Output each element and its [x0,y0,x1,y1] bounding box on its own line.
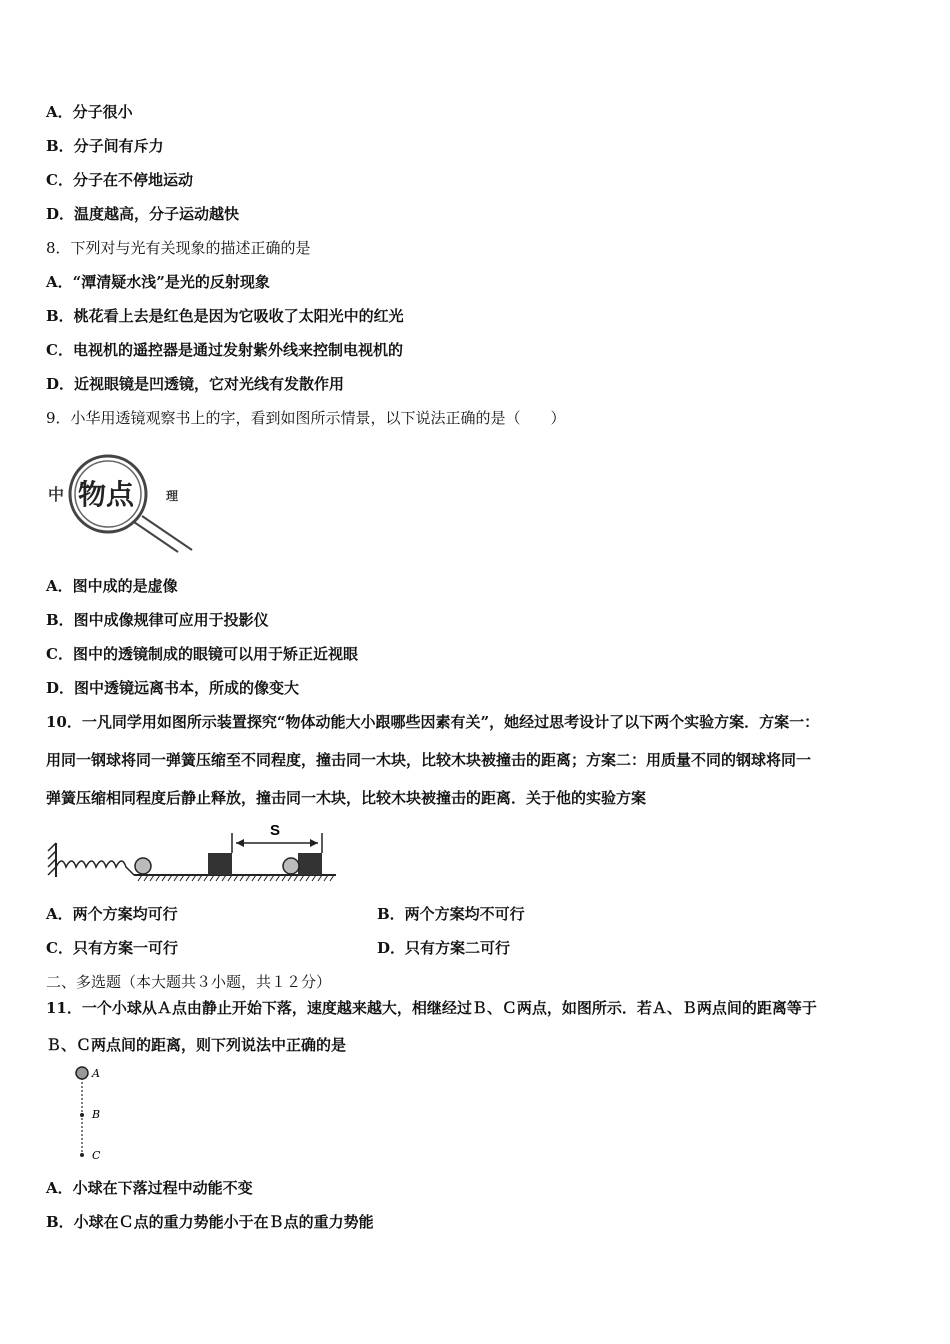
q10-option-b: B．两个方案均不可行 [377,905,525,923]
q9-option-a: A．图中成的是虚像 [46,577,178,595]
q8-option-c: C．电视机的遥控器是通过发射紫外线来控制电视机的 [46,341,403,359]
falling-ball-figure [70,1062,120,1166]
q10-option-a: A．两个方案均可行 [46,905,178,923]
q9-stem: 9．小华用透镜观察书上的字，看到如图所示情景，以下说法正确的是（ ） [46,409,566,427]
q8-stem: 8．下列对与光有关现象的描述正确的是 [46,239,311,257]
q7-option-c: C．分子在不停地运动 [46,171,193,189]
q11-option-b: B．小球在Ｃ点的重力势能小于在Ｂ点的重力势能 [46,1213,374,1231]
section-heading: 二、多选题（本大题共３小题，共１２分） [46,973,332,991]
q11-stem-line1: 11．一个小球从Ａ点由静止开始下落，速度越来越大，相继经过Ｂ、Ｃ两点，如图所示．若Ａ、Ｂ两点间的距离等于 [46,999,817,1017]
distance-label: S [270,822,281,839]
q9-option-c: C．图中的透镜制成的眼镜可以用于矫正近视眼 [46,645,358,663]
point-c-label: C [92,1149,101,1162]
q8-option-b: B．桃花看上去是红色是因为它吸收了太阳光中的红光 [46,307,404,325]
q7-option-a: A．分子很小 [46,103,133,121]
q7-option-d: D．温度越高，分子运动越快 [46,205,240,223]
point-a-label: A [92,1067,100,1080]
q10-stem-line1: 10．一凡同学用如图所示装置探究“物体动能大小跟哪些因素有关”，她经过思考设计了以下两个实验方案．方案一： [46,713,820,731]
q9-option-b: B．图中成像规律可应用于投影仪 [46,611,269,629]
magnifier-figure [46,444,196,556]
q10-stem-line2: 用同一钢球将同一弹簧压缩至不同程度，撞击同一木块，比较木块被撞击的距离；方案二：用质量不同的钢球将同一 [46,751,812,769]
q11-stem-line2: Ｂ、Ｃ两点间的距离，则下列说法中正确的是 [46,1036,347,1054]
fig-char-magnified: 物点 [78,478,135,511]
fig-char-right: 理 [166,489,179,503]
q10-option-c: C．只有方案一可行 [46,939,178,957]
q7-option-b: B．分子间有斥力 [46,137,164,155]
spring-ball-figure [46,815,346,890]
q10-option-d: D．只有方案二可行 [377,939,511,957]
q8-option-a: A．“潭清疑水浅”是光的反射现象 [46,273,270,291]
fig-char-left: 中 [48,485,65,504]
q8-option-d: D．近视眼镜是凹透镜，它对光线有发散作用 [46,375,345,393]
q9-option-d: D．图中透镜远离书本，所成的像变大 [46,679,300,697]
point-b-label: B [92,1108,101,1121]
q10-stem-line3: 弹簧压缩相同程度后静止释放，撞击同一木块，比较木块被撞击的距离．关于他的实验方案 [46,789,647,807]
q11-option-a: A．小球在下落过程中动能不变 [46,1179,253,1197]
